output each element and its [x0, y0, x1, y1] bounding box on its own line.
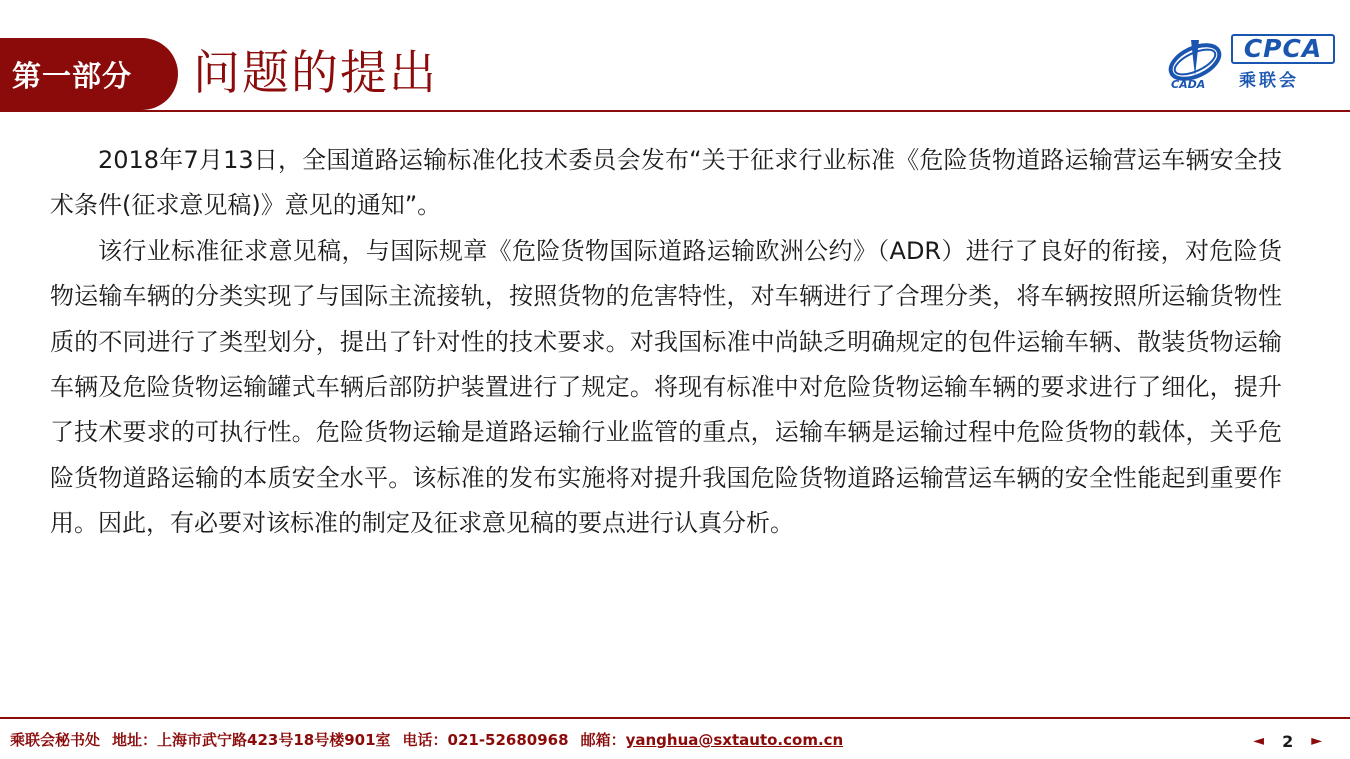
- pager: [1253, 729, 1322, 753]
- cpca-logo: [1165, 32, 1345, 92]
- cada-emblem-icon: [1165, 32, 1231, 92]
- footer-info: [10, 728, 843, 752]
- page-number: 2: [1282, 731, 1294, 751]
- next-page-icon[interactable]: ►: [1311, 733, 1322, 749]
- paragraph-1: 2018年7月13日，全国道路运输标准化技术委员会发布“关于征求行业标准《危险货物道路运输营运车辆安全技术条件(征求意见稿)》意见的通知”。: [50, 146, 1282, 220]
- page-title: 问题的提出: [193, 46, 438, 101]
- paragraph-2: 该行业标准征求意见稿，与国际规章《危险货物国际道路运输欧洲公约》（ADR）进行了良好的衔接，对危险货物运输车辆的分类实现了与国际主流接轨，按照货物的危害特性，对车辆进行了合理分类，将车辆按照所运输货物性质的不同进行了类型划分，提出了针对性的技术要求。对我国标准中尚缺乏明确规定的包件运输车辆、散装货物运输车辆及危险货物运输罐式车辆后部防护装置进行了规定。将现有标准中对危险货物运输车辆的要求进行了细化，提升了技术要求的可执行性。危险货物运输是道路运输行业监管的重点，运输车辆是运输过程中危险货物的载体，关乎危险货物道路运输的本质安全水平。该标准的发布实施将对提升我国危险货物道路运输营运车辆的安全性能起到重要作用。因此，有必要对该标准的制定及征求意见稿的要点进行认真分析。: [50, 236, 1282, 538]
- section-label: 第一部分: [12, 58, 133, 93]
- footer-org: 乘联会秘书处: [10, 731, 101, 749]
- body-content: [50, 138, 1282, 547]
- footer-address: 地址：上海市武宁路423号18号楼901室: [112, 731, 391, 749]
- footer-divider: [0, 717, 1350, 719]
- prev-page-icon[interactable]: ◄: [1253, 733, 1265, 749]
- footer-email-label: 邮箱：: [580, 731, 626, 749]
- logo-brand: CPCA: [1231, 34, 1335, 64]
- section-tab: [0, 38, 178, 110]
- footer-phone: 电话：021-52680968: [402, 731, 569, 749]
- header-divider: [0, 110, 1350, 112]
- logo-cn-name: 乘联会: [1239, 71, 1299, 91]
- logo-sub-mark: CADA: [1171, 78, 1206, 91]
- footer-email-link[interactable]: yanghua@sxtauto.com.cn: [625, 731, 844, 749]
